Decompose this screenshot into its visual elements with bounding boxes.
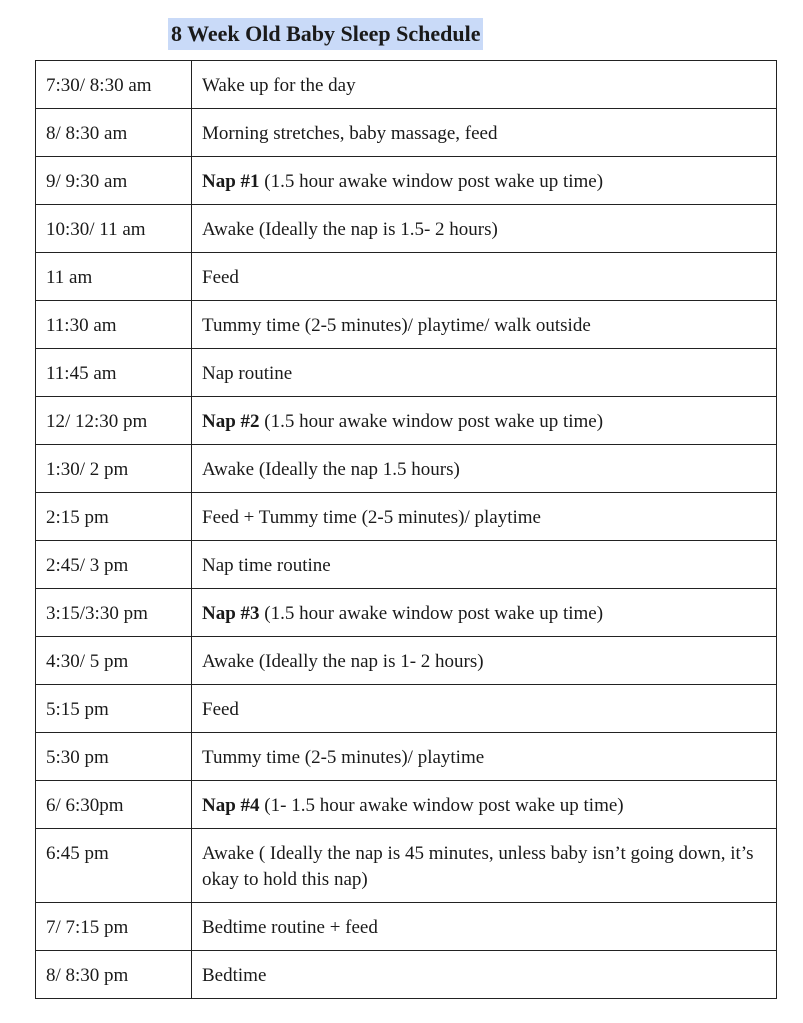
activity-cell: [192, 685, 777, 733]
activity-text: (1.5 hour awake window post wake up time): [259, 603, 604, 624]
table-row: [36, 685, 777, 733]
table-row: [36, 301, 777, 349]
activity-bold: Nap #2: [202, 411, 260, 432]
activity-bold: Nap #1: [202, 171, 260, 192]
activity-cell: [192, 493, 777, 541]
table-row: [36, 205, 777, 253]
activity-cell: [192, 109, 777, 157]
time-cell: 10:30/ 11 am: [36, 205, 192, 253]
activity-text: Tummy time (2-5 minutes)/ playtime/ walk outside: [202, 315, 591, 336]
time-cell: 2:45/ 3 pm: [36, 541, 192, 589]
activity-cell: [192, 951, 777, 999]
time-cell: 8/ 8:30 pm: [36, 951, 192, 999]
time-cell: 11:45 am: [36, 349, 192, 397]
time-cell: 11:30 am: [36, 301, 192, 349]
time-cell: 5:30 pm: [36, 733, 192, 781]
table-row: [36, 445, 777, 493]
table-row: [36, 157, 777, 205]
time-cell: 2:15 pm: [36, 493, 192, 541]
activity-text: Feed: [202, 267, 239, 288]
activity-cell: [192, 445, 777, 493]
activity-cell: [192, 397, 777, 445]
activity-text: Wake up for the day: [202, 75, 356, 96]
time-cell: 1:30/ 2 pm: [36, 445, 192, 493]
table-row: [36, 349, 777, 397]
activity-cell: [192, 781, 777, 829]
table-row: [36, 493, 777, 541]
time-cell: 7/ 7:15 pm: [36, 903, 192, 951]
activity-cell: [192, 157, 777, 205]
table-row: [36, 397, 777, 445]
time-cell: 6:45 pm: [36, 829, 192, 903]
time-cell: 5:15 pm: [36, 685, 192, 733]
table-row: [36, 903, 777, 951]
table-row: [36, 637, 777, 685]
activity-text: Tummy time (2-5 minutes)/ playtime: [202, 747, 485, 768]
activity-bold: Nap #3: [202, 603, 260, 624]
activity-text: (1.5 hour awake window post wake up time): [259, 411, 604, 432]
activity-cell: [192, 541, 777, 589]
activity-text: Feed + Tummy time (2-5 minutes)/ playtime: [202, 507, 541, 528]
time-cell: 11 am: [36, 253, 192, 301]
time-cell: 4:30/ 5 pm: [36, 637, 192, 685]
activity-cell: [192, 349, 777, 397]
activity-cell: [192, 733, 777, 781]
time-cell: 12/ 12:30 pm: [36, 397, 192, 445]
activity-text: Awake ( Ideally the nap is 45 minutes, unless baby isn’t going down, it’s okay to hold this nap): [202, 843, 754, 890]
activity-cell: [192, 253, 777, 301]
table-row: [36, 589, 777, 637]
table-row: [36, 541, 777, 589]
table-row: [36, 951, 777, 999]
activity-text: (1.5 hour awake window post wake up time): [259, 171, 604, 192]
time-cell: 7:30/ 8:30 am: [36, 61, 192, 109]
activity-cell: [192, 61, 777, 109]
document-title: 8 Week Old Baby Sleep Schedule: [168, 18, 483, 50]
activity-text: (1- 1.5 hour awake window post wake up time): [259, 795, 624, 816]
time-cell: 8/ 8:30 am: [36, 109, 192, 157]
activity-cell: [192, 903, 777, 951]
activity-bold: Nap #4: [202, 795, 260, 816]
title-area: [0, 18, 803, 52]
activity-cell: [192, 589, 777, 637]
table-row: [36, 781, 777, 829]
activity-text: Awake (Ideally the nap is 1.5- 2 hours): [202, 219, 498, 240]
schedule-table: [35, 60, 777, 999]
table-row: [36, 829, 777, 903]
activity-cell: [192, 205, 777, 253]
activity-cell: [192, 637, 777, 685]
activity-text: Nap routine: [202, 363, 293, 384]
table-row: [36, 61, 777, 109]
table-row: [36, 733, 777, 781]
table-row: [36, 253, 777, 301]
activity-text: Feed: [202, 699, 239, 720]
activity-cell: [192, 301, 777, 349]
time-cell: 6/ 6:30pm: [36, 781, 192, 829]
activity-text: Bedtime: [202, 965, 267, 986]
activity-text: Bedtime routine + feed: [202, 917, 378, 938]
table-row: [36, 109, 777, 157]
activity-text: Morning stretches, baby massage, feed: [202, 123, 498, 144]
time-cell: 9/ 9:30 am: [36, 157, 192, 205]
activity-cell: [192, 829, 777, 903]
activity-text: Awake (Ideally the nap 1.5 hours): [202, 459, 460, 480]
activity-text: Nap time routine: [202, 555, 331, 576]
activity-text: Awake (Ideally the nap is 1- 2 hours): [202, 651, 484, 672]
time-cell: 3:15/3:30 pm: [36, 589, 192, 637]
